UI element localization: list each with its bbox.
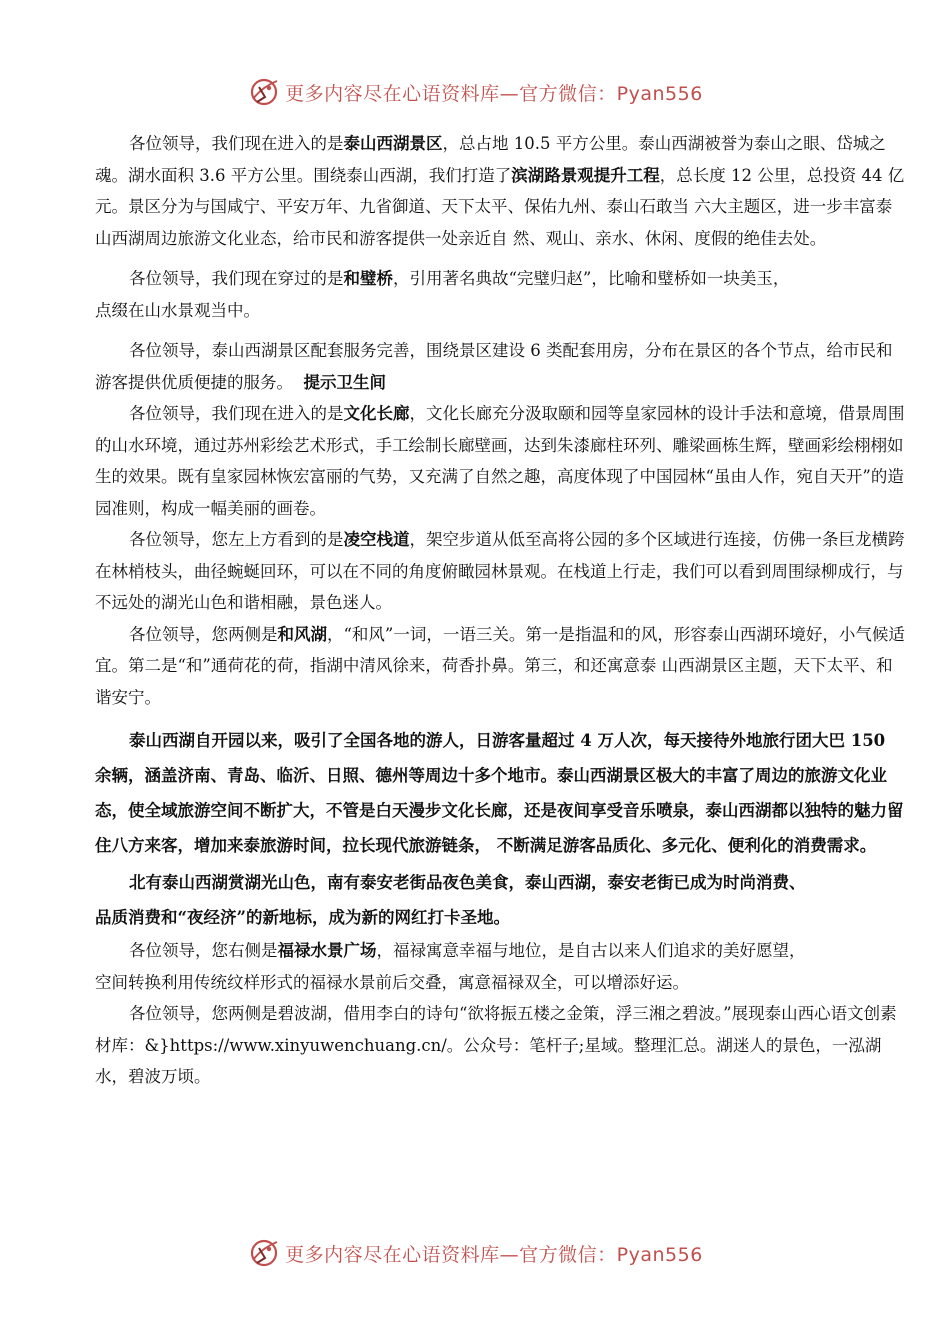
text-run: 各位领导，我们现在进入的是 [129, 404, 344, 423]
bold-term: 和风湖 [277, 624, 327, 644]
bold-term: 和璧桥 [343, 269, 393, 288]
text-run: ，总长度 12 公里，总投资 44 亿元。景区分为与国咸宁、平安万年、九省御道、天下太平、保佑九州、泰山石敢当 六大主题区，进一步丰富泰山西湖周边旅游文化业态，给市民和游客提供一处亲近自 然、观山、亲水、休闲、度假的绝佳去处。 [95, 165, 905, 248]
paragraph-fulu-square [95, 935, 905, 967]
paragraph-west-lake-scenic-area [95, 128, 905, 254]
text-run: ，“和风”一词，一语三关。第一是指温和的风，形容泰山西湖环境好，小气候适宜。第二是“和”通荷花的荷，指湖中清风徐来，荷香扑鼻。第三，和还寓意泰 山西湖景区主题，天下太平、和谐安宁。 [95, 624, 905, 707]
paragraph-facilities [95, 335, 905, 398]
paragraph-hebi-bridge-cont: 点缀在山水景观当中。 [95, 300, 260, 320]
text-run: 各位领导，我们现在穿过的是 [129, 269, 344, 288]
paragraph-landmark: 北有泰山西湖赏湖光山色，南有泰安老街品夜色美食，泰山西湖，泰安老街已成为时尚消费、 [129, 873, 806, 892]
text-run: ，文化长廊充分汲取颐和园等皇家园林的设计手法和意境，借景周围的山水环境，通过苏州彩绘艺术形式，手工绘制长廊壁画，达到朱漆廊柱环列、雕梁画栋生辉，壁画彩绘栩栩如生的效果。既有皇家园林恢宏富丽的气势，又充满了自然之趣，高度体现了中国园林“虽由人作，宛自天开”的造园准则，构成一幅美丽的画卷。 [95, 404, 905, 518]
paragraph-fulu-square-cont: 空间转换利用传统纹样形式的福禄水景前后交叠，寓意福禄双全，可以增添好运。 [95, 972, 689, 992]
text-run: 各位领导，您左上方看到的是 [129, 530, 344, 549]
text-run: ，架空步道从低至高将公园的多个区域进行连接，仿佛一条巨龙横跨在林梢枝头，曲径蜿蜒回环，可以在不同的角度俯瞰园林景观。在栈道上行走，我们可以看到周围绿柳成行，与不远处的湖光山色和谐相融，景色迷人。 [95, 530, 905, 612]
text-run: 各位领导，泰山西湖景区配套服务完善，围绕景区建设 6 类配套用房，分布在景区的各个节点，给市民和游客提供优质便捷的服务。 [95, 341, 893, 392]
text-run: ，福禄寓意幸福与地位，是自古以来人们追求的美好愿望， [376, 941, 806, 960]
bold-term: 提示卫生间 [303, 372, 386, 392]
text-run: 各位领导，您两侧是 [129, 624, 278, 644]
paragraph-culture-corridor [95, 398, 905, 524]
text-run: 各位领导，我们现在进入的是 [129, 134, 344, 153]
paragraph-landmark-cont: 品质消费和“夜经济”的新地标，成为新的网红打卡圣地。 [95, 908, 510, 927]
text-run: ，引用著名典故“完璧归赵”，比喻和璧桥如一块美玉， [393, 269, 790, 288]
paragraph-sky-walkway [95, 524, 905, 619]
bold-term: 泰山西湖景区 [343, 134, 443, 153]
bold-term: 福禄水景广场 [277, 941, 377, 960]
bold-term: 凌空栈道 [343, 530, 410, 549]
document-body [95, 128, 905, 1093]
header-banner [0, 72, 950, 112]
paragraph-hefeng-lake [95, 619, 905, 714]
text-run: ，总占地 10.5 平方公里。泰山西湖被誉为泰山之眼、岱城之魂。湖水面积 3.6 平方公里。围绕泰山西湖，我们打造了 [95, 134, 886, 185]
logo-icon [247, 1236, 281, 1270]
text-run: 各位领导，您右侧是 [129, 941, 278, 960]
banner-text: 更多内容尽在心语资料库—官方微信：Pyan556 [285, 82, 703, 105]
paragraph-visitor-stats: 泰山西湖自开园以来，吸引了全国各地的游人，日游客量超过 4 万人次，每天接待外地旅行团大巴 150 余辆，涵盖济南、青岛、临沂、日照、德州等周边十多个地市。泰山西湖景区极大的丰富了周边的旅游文化业态，使全域旅游空间不断扩大，不管是白天漫步文化长廊，还是夜间享受音乐喷泉，泰山西湖都以独特的魅力留住八方来客，增加来泰旅游时间，拉长现代旅游链条， 不断满足游客品质化、多元化、便利化的消费需求。 [95, 731, 904, 855]
banner-text: 更多内容尽在心语资料库—官方微信：Pyan556 [285, 1243, 703, 1266]
footer-banner [0, 1233, 950, 1273]
bold-term: 文化长廊 [343, 404, 410, 423]
bold-term: 滨湖路景观提升工程 [511, 165, 660, 185]
paragraph-hebi-bridge [95, 263, 905, 295]
logo-icon [247, 75, 281, 109]
paragraph-bibo-lake: 各位领导，您两侧是碧波湖，借用李白的诗句“欲将振五楼之金策，浮三湘之碧波。”展现泰山西心语文创素材库：&}https://www.xinyuwenchuang.cn/。公众号：笔杆子;星域。整理汇总。湖迷人的景色，一泓湖水，碧波万顷。 [95, 1004, 897, 1086]
